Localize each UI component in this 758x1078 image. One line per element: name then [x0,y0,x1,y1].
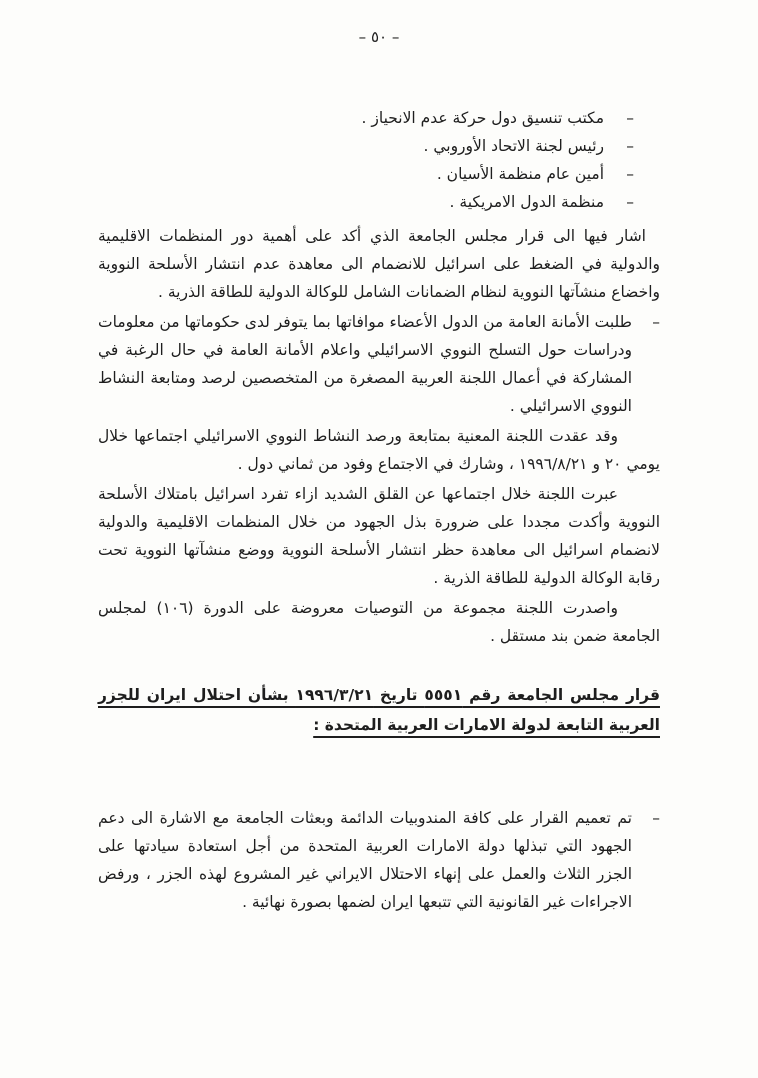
list-item-text: أمين عام منظمة الأسيان . [436,165,604,183]
list-item-text: مكتب تنسيق دول حركة عدم الانحياز . [361,109,604,127]
list-item [98,132,634,160]
paragraph-resolution-circulation-text: تم تعميم القرار على كافة المندوبيات الدائمة وبعثات الجامعة مع الاشارة الى دعم الجهود التي تبذلها دولة الامارات العربية المتحدة من أجل استعادة سيادتها على الجزر الثلاث والعمل على إنهاء الاحتلال الايراني غير المشروع لهذه الجزر ، ورفض الاجراءات غير القانونية التي تتبعها ايران لضمها بصورة نهائية . [98,809,632,911]
dash-bullet: – [652,313,660,331]
paragraph-regional-organizations: اشار فيها الى قرار مجلس الجامعة الذي أكد على أهمية دور المنظمات الاقليمية والدولية في الضغط على اسرائيل للانضمام الى معاهدة عدم انتشار الأسلحة النووية واخضاع منشآتها النووية لنظام الضمانات الشامل للوكالة الدولية للطاقة الذرية . [98,227,660,301]
section-heading [98,680,660,740]
page-number: – ٥٠ – [358,28,400,46]
list-item [98,188,634,216]
dash-bullet: – [652,809,660,827]
dash-bullet: – [626,137,634,155]
page-content [98,104,660,918]
section-heading-text: قرار مجلس الجامعة رقم ٥٥٥١ تاريخ ١٩٩٦/٣/٢١ بشأن احتلال ايران للجزر العربية التابعة لدولة الامارات العربية المتحدة : [98,686,660,734]
list-item [98,104,634,132]
list-item [98,160,634,188]
bullet-paragraph-secretariat-request [98,308,660,420]
recipients-list [98,104,634,216]
list-item-text: منظمة الدول الامريكية . [449,193,604,211]
dash-bullet: – [626,165,634,183]
paragraph-committee-meeting: وقد عقدت اللجنة المعنية بمتابعة ورصد النشاط النووي الاسرائيلي اجتماعها خلال يومي ٢٠ و ١٩٩٦/٨/٢١ ، وشارك في الاجتماع وفود من ثماني دول . [98,427,660,473]
paragraph-committee-concern: عبرت اللجنة خلال اجتماعها عن القلق الشديد ازاء تفرد اسرائيل بامتلاك الأسلحة النووية وأكدت مجددا على ضرورة بذل الجهود من خلال المنظمات الاقليمية والدولية لانضمام اسرائيل الى معاهدة حظر انتشار الأسلحة النووية ووضع منشآتها النووية تحت رقابة الوكالة الدولية للطاقة الذرية . [98,485,660,587]
dash-bullet: – [626,193,634,211]
list-item-text: رئيس لجنة الاتحاد الأوروبي . [423,137,604,155]
paragraph-secretariat-request-text: طلبت الأمانة العامة من الدول الأعضاء موافاتها بما يتوفر لدى حكوماتها من معلومات ودراسات حول التسلح النووي الاسرائيلي واعلام الأمانة العامة في حال الرغبة في المشاركة في أعمال اللجنة العربية المصغرة من المتخصصين لرصد ومتابعة النشاط النووي الاسرائيلي . [98,313,632,415]
paragraph-recommendations: واصدرت اللجنة مجموعة من التوصيات معروضة على الدورة (١٠٦) لمجلس الجامعة ضمن بند مستقل . [98,599,660,645]
dash-bullet: – [626,109,634,127]
bullet-paragraph-resolution-circulation [98,804,660,916]
